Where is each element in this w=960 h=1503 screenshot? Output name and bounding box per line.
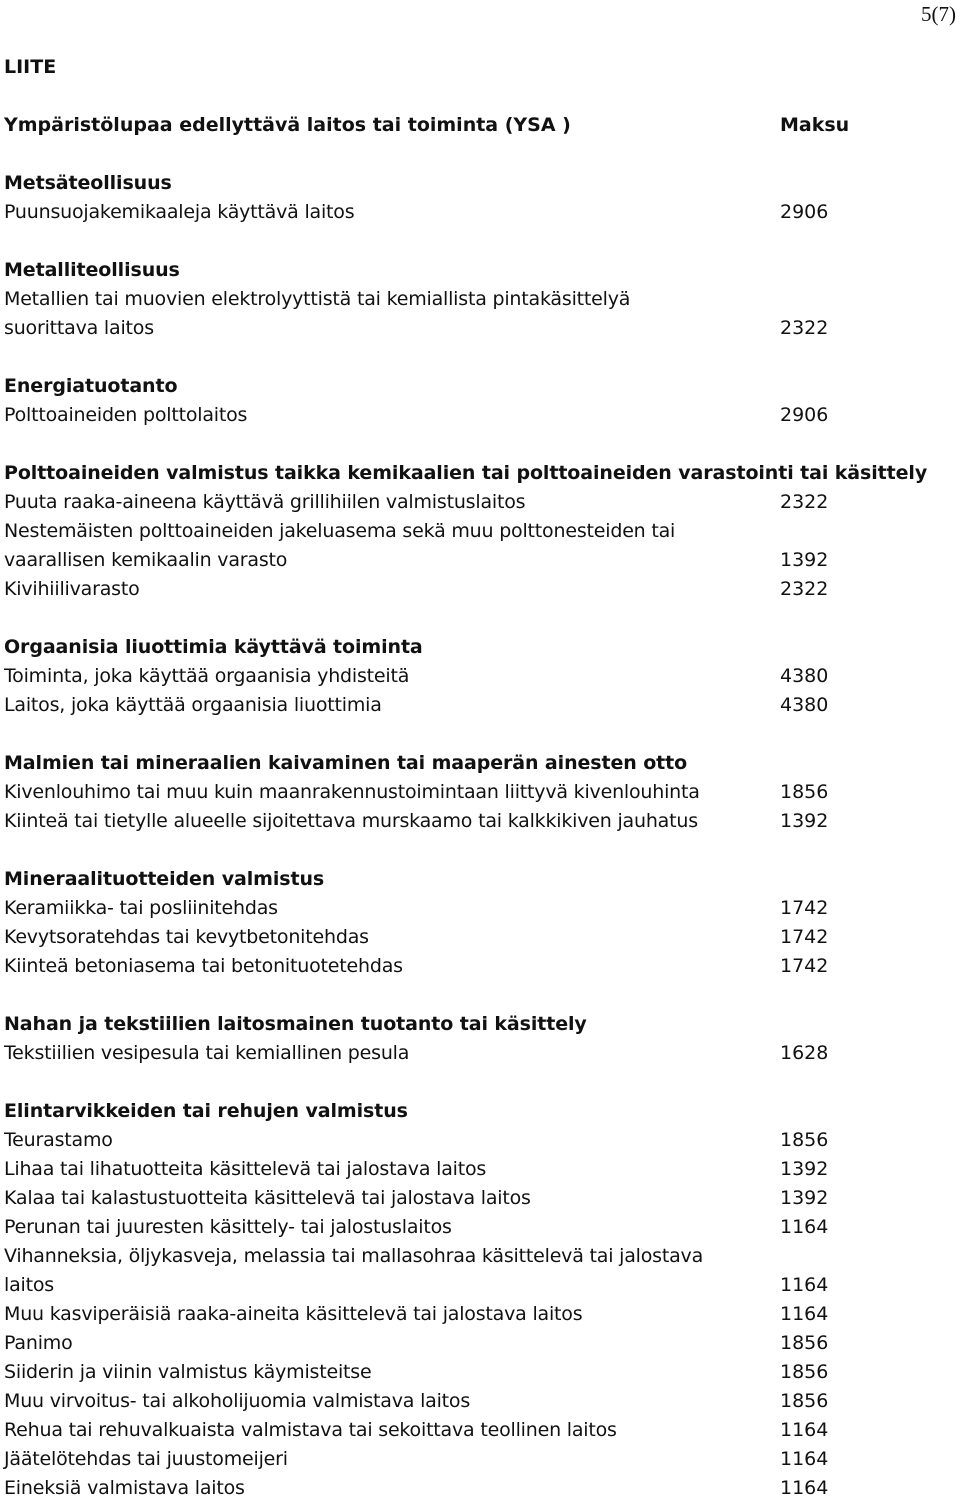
- activity-label: Kiinteä tai tietylle alueelle sijoitettava murskaamo tai kalkkikiven jauhatus: [4, 810, 698, 832]
- section-title: Energiatuotanto: [4, 375, 178, 397]
- fee-value: 1856: [780, 1361, 829, 1383]
- fee-section: [4, 459, 944, 604]
- table-row: [4, 1126, 944, 1155]
- table-row: [4, 314, 944, 343]
- section-title: Malmien tai mineraalien kaivaminen tai maaperän ainesten otto: [4, 752, 688, 774]
- table-row: [4, 691, 944, 720]
- fee-value: 1856: [780, 1390, 829, 1412]
- table-row: [4, 1474, 944, 1503]
- fee-value: 1164: [780, 1274, 829, 1296]
- fee-value: 1628: [780, 1042, 829, 1064]
- table-row: [4, 488, 944, 517]
- fee-value: 1856: [780, 1332, 829, 1354]
- section-title: Elintarvikkeiden tai rehujen valmistus: [4, 1100, 408, 1122]
- table-row: [4, 1039, 944, 1068]
- section-title: Orgaanisia liuottimia käyttävä toiminta: [4, 636, 423, 658]
- table-row: [4, 923, 944, 952]
- fee-value: 4380: [780, 665, 829, 687]
- table-row: [4, 952, 944, 981]
- table-row: [4, 778, 944, 807]
- activity-label: Nestemäisten polttoaineiden jakeluasema sekä muu polttonesteiden tai: [4, 520, 676, 542]
- section-title: Nahan ja tekstiilien laitosmainen tuotanto tai käsittely: [4, 1013, 587, 1035]
- activity-label: Metallien tai muovien elektrolyyttistä tai kemiallista pintakäsittelyä: [4, 288, 631, 310]
- activity-label: laitos: [4, 1274, 54, 1296]
- fee-section: [4, 372, 944, 430]
- activity-label: Siiderin ja viinin valmistus käymisteitse: [4, 1361, 372, 1383]
- fee-value: 1856: [780, 781, 829, 803]
- fee-value: 2906: [780, 404, 829, 426]
- activity-label: Toiminta, joka käyttää orgaanisia yhdisteitä: [4, 665, 410, 687]
- table-row: [4, 1329, 944, 1358]
- fee-value: 1392: [780, 1158, 829, 1180]
- fee-value: 1164: [780, 1216, 829, 1238]
- table-header: [4, 111, 944, 140]
- activity-label: Tekstiilien vesipesula tai kemiallinen pesula: [4, 1042, 410, 1064]
- activity-label: Panimo: [4, 1332, 73, 1354]
- fee-section: [4, 865, 944, 981]
- document-body: [4, 53, 944, 1503]
- table-row: [4, 1242, 944, 1271]
- section-title: Metalliteollisuus: [4, 259, 180, 281]
- document-title: LIITE: [4, 56, 57, 78]
- fee-value: 2322: [780, 578, 829, 600]
- activity-label: Kivihiilivarasto: [4, 578, 140, 600]
- activity-label: Perunan tai juuresten käsittely- tai jalostuslaitos: [4, 1216, 452, 1238]
- activity-label: Keramiikka- tai posliinitehdas: [4, 897, 278, 919]
- table-row: [4, 1445, 944, 1474]
- activity-label: Eineksiä valmistava laitos: [4, 1477, 245, 1499]
- table-row: [4, 1213, 944, 1242]
- table-row: [4, 1358, 944, 1387]
- table-row: [4, 894, 944, 923]
- activity-label: Kevytsoratehdas tai kevytbetonitehdas: [4, 926, 369, 948]
- table-row: [4, 1416, 944, 1445]
- fee-value: 1392: [780, 810, 829, 832]
- table-row: [4, 1155, 944, 1184]
- activity-label: Kivenlouhimo tai muu kuin maanrakennustoimintaan liittyvä kivenlouhinta: [4, 781, 700, 803]
- activity-label: Kiinteä betoniasema tai betonituotetehdas: [4, 955, 403, 977]
- fee-section: [4, 1010, 944, 1068]
- fee-value: 4380: [780, 694, 829, 716]
- table-row: [4, 198, 944, 227]
- fee-value: 1856: [780, 1129, 829, 1151]
- activity-label: Muu kasviperäisiä raaka-aineita käsittelevä tai jalostava laitos: [4, 1303, 583, 1325]
- fee-value: 1392: [780, 549, 829, 571]
- table-row: [4, 517, 944, 546]
- fee-section: [4, 256, 944, 343]
- fee-value: 1742: [780, 926, 829, 948]
- section-title: Metsäteollisuus: [4, 172, 172, 194]
- activity-label: Rehua tai rehuvalkuaista valmistava tai sekoittava teollinen laitos: [4, 1419, 617, 1441]
- table-row: [4, 1271, 944, 1300]
- activity-label: Vihanneksia, öljykasveja, melassia tai mallasohraa käsittelevä tai jalostava: [4, 1245, 704, 1267]
- activity-label: Puuta raaka-aineena käyttävä grillihiilen valmistuslaitos: [4, 491, 526, 513]
- page-number: 5(7): [921, 2, 956, 26]
- activity-label: suorittava laitos: [4, 317, 154, 339]
- activity-column-header: Ympäristölupaa edellyttävä laitos tai toiminta (YSA ): [4, 114, 571, 136]
- activity-label: Muu virvoitus- tai alkoholijuomia valmistava laitos: [4, 1390, 471, 1412]
- fee-section: [4, 169, 944, 227]
- activity-label: Jäätelötehdas tai juustomeijeri: [4, 1448, 288, 1470]
- activity-label: Kalaa tai kalastustuotteita käsittelevä tai jalostava laitos: [4, 1187, 531, 1209]
- fee-value: 2322: [780, 317, 829, 339]
- activity-label: Puunsuojakemikaaleja käyttävä laitos: [4, 201, 355, 223]
- table-row: [4, 575, 944, 604]
- fee-table: [4, 169, 944, 1503]
- fee-section: [4, 749, 944, 836]
- fee-value: 1164: [780, 1448, 829, 1470]
- fee-value: 1164: [780, 1303, 829, 1325]
- fee-value: 2906: [780, 201, 829, 223]
- fee-value: 1164: [780, 1419, 829, 1441]
- fee-value: 1742: [780, 897, 829, 919]
- activity-label: Teurastamo: [4, 1129, 113, 1151]
- fee-value: 1742: [780, 955, 829, 977]
- table-row: [4, 662, 944, 691]
- table-row: [4, 1300, 944, 1329]
- activity-label: Laitos, joka käyttää orgaanisia liuottimia: [4, 694, 382, 716]
- table-row: [4, 401, 944, 430]
- table-row: [4, 546, 944, 575]
- section-title: Mineraalituotteiden valmistus: [4, 868, 325, 890]
- fee-value: 1392: [780, 1187, 829, 1209]
- fee-section: [4, 1097, 944, 1503]
- fee-column-header: Maksu: [780, 114, 850, 136]
- fee-value: 2322: [780, 491, 829, 513]
- section-title: Polttoaineiden valmistus taikka kemikaalien tai polttoaineiden varastointi tai käsittely: [4, 462, 928, 484]
- table-row: [4, 285, 944, 314]
- table-row: [4, 807, 944, 836]
- fee-value: 1164: [780, 1477, 829, 1499]
- fee-section: [4, 633, 944, 720]
- table-row: [4, 1387, 944, 1416]
- activity-label: Lihaa tai lihatuotteita käsittelevä tai jalostava laitos: [4, 1158, 487, 1180]
- activity-label: Polttoaineiden polttolaitos: [4, 404, 248, 426]
- table-row: [4, 1184, 944, 1213]
- activity-label: vaarallisen kemikaalin varasto: [4, 549, 288, 571]
